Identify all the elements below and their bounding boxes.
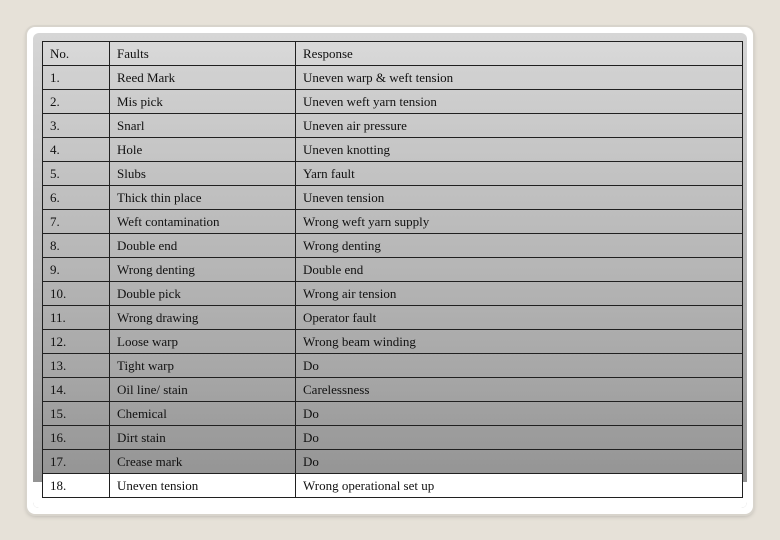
table-row — [43, 90, 743, 114]
row-number: 4. — [43, 138, 110, 162]
row-number: 14. — [43, 378, 110, 402]
fault-cell: Wrong drawing — [110, 306, 296, 330]
fault-cell: Tight warp — [110, 354, 296, 378]
row-number: 13. — [43, 354, 110, 378]
fault-cell: Dirt stain — [110, 426, 296, 450]
header-no: No. — [43, 42, 110, 66]
row-number: 2. — [43, 90, 110, 114]
response-cell: Operator fault — [296, 306, 743, 330]
fault-cell: Crease mark — [110, 450, 296, 474]
response-cell: Wrong air tension — [296, 282, 743, 306]
response-cell: Uneven air pressure — [296, 114, 743, 138]
response-cell: Yarn fault — [296, 162, 743, 186]
row-number: 12. — [43, 330, 110, 354]
fault-cell: Hole — [110, 138, 296, 162]
response-cell: Carelessness — [296, 378, 743, 402]
response-cell: Uneven warp & weft tension — [296, 66, 743, 90]
table-row — [43, 210, 743, 234]
table-row — [43, 282, 743, 306]
fault-cell: Snarl — [110, 114, 296, 138]
fault-cell: Uneven tension — [110, 474, 296, 498]
response-cell: Double end — [296, 258, 743, 282]
table-row — [43, 450, 743, 474]
header-response: Response — [296, 42, 743, 66]
fault-cell: Weft contamination — [110, 210, 296, 234]
response-cell: Do — [296, 402, 743, 426]
faults-table — [42, 41, 743, 498]
row-number: 1. — [43, 66, 110, 90]
fault-cell: Wrong denting — [110, 258, 296, 282]
table-row — [43, 354, 743, 378]
table-row — [43, 306, 743, 330]
response-cell: Uneven tension — [296, 186, 743, 210]
table-row — [43, 186, 743, 210]
row-number: 7. — [43, 210, 110, 234]
fault-cell: Reed Mark — [110, 66, 296, 90]
response-cell: Wrong beam winding — [296, 330, 743, 354]
row-number: 8. — [43, 234, 110, 258]
table-row — [43, 258, 743, 282]
row-number: 18. — [43, 474, 110, 498]
row-number: 15. — [43, 402, 110, 426]
fault-cell: Loose warp — [110, 330, 296, 354]
table-row — [43, 138, 743, 162]
table-row — [43, 234, 743, 258]
table-row — [43, 426, 743, 450]
table-header-row — [43, 42, 743, 66]
row-number: 11. — [43, 306, 110, 330]
response-cell: Do — [296, 450, 743, 474]
response-cell: Do — [296, 426, 743, 450]
response-cell: Wrong weft yarn supply — [296, 210, 743, 234]
table-row — [43, 474, 743, 498]
fault-cell: Double pick — [110, 282, 296, 306]
row-number: 16. — [43, 426, 110, 450]
response-cell: Wrong denting — [296, 234, 743, 258]
table-row — [43, 114, 743, 138]
fault-cell: Mis pick — [110, 90, 296, 114]
table-row — [43, 162, 743, 186]
response-cell: Uneven weft yarn tension — [296, 90, 743, 114]
row-number: 3. — [43, 114, 110, 138]
response-cell: Wrong operational set up — [296, 474, 743, 498]
table-row — [43, 402, 743, 426]
row-number: 10. — [43, 282, 110, 306]
row-number: 9. — [43, 258, 110, 282]
table-row — [43, 378, 743, 402]
row-number: 5. — [43, 162, 110, 186]
response-cell: Do — [296, 354, 743, 378]
header-faults: Faults — [110, 42, 296, 66]
response-cell: Uneven knotting — [296, 138, 743, 162]
row-number: 6. — [43, 186, 110, 210]
fault-cell: Chemical — [110, 402, 296, 426]
fault-cell: Slubs — [110, 162, 296, 186]
fault-cell: Thick thin place — [110, 186, 296, 210]
fault-cell: Double end — [110, 234, 296, 258]
table-row — [43, 66, 743, 90]
row-number: 17. — [43, 450, 110, 474]
table-row — [43, 330, 743, 354]
fault-cell: Oil line/ stain — [110, 378, 296, 402]
